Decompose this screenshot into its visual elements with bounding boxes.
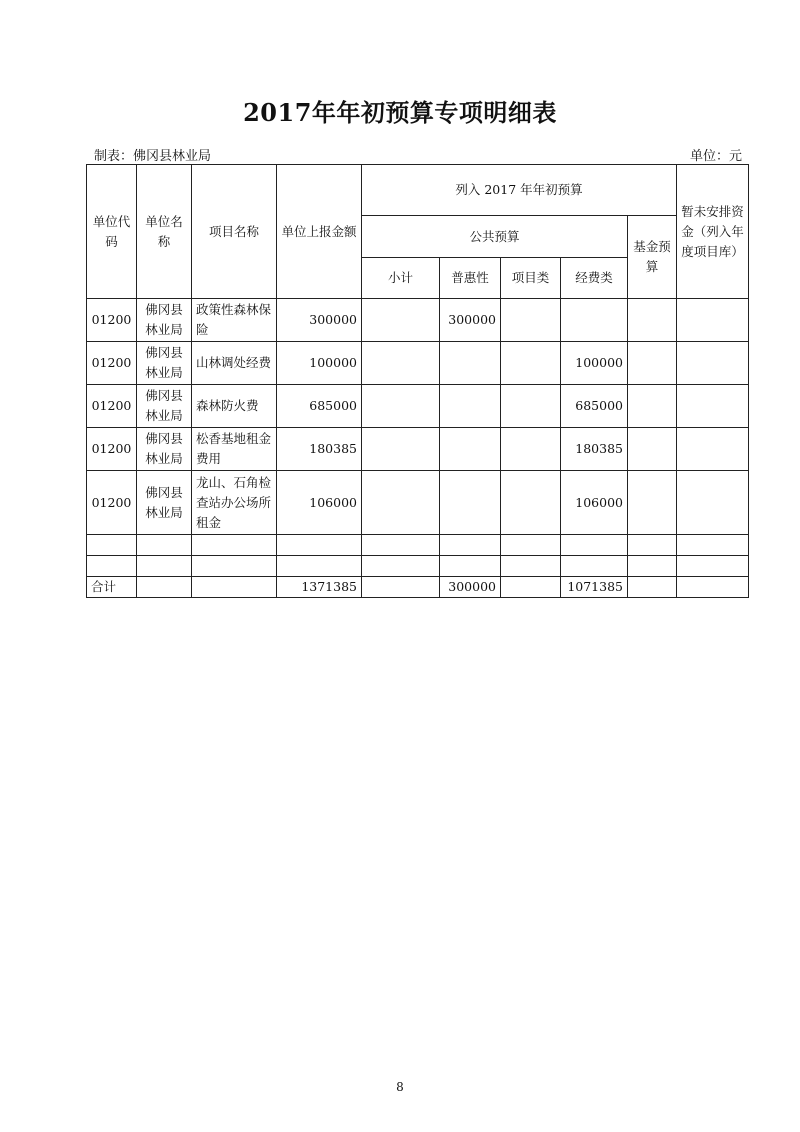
table-row — [87, 385, 749, 428]
cell-general: 300000 — [440, 299, 501, 342]
header-unit-name: 单位名称 — [137, 165, 192, 299]
cell-reported: 100000 — [277, 342, 362, 385]
cell-expense: 100000 — [561, 342, 628, 385]
cell-reported: 106000 — [277, 471, 362, 535]
header-general: 普惠性 — [440, 258, 501, 299]
cell-project-type — [501, 299, 561, 342]
cell-fund — [628, 428, 677, 471]
cell-general — [440, 385, 501, 428]
cell-expense: 180385 — [561, 428, 628, 471]
total-expense: 1071385 — [561, 577, 628, 598]
cell-general — [440, 428, 501, 471]
cell-subtotal — [362, 299, 440, 342]
cell-fund — [628, 299, 677, 342]
total-reported: 1371385 — [277, 577, 362, 598]
cell-code: 01200 — [87, 342, 137, 385]
total-subtotal — [362, 577, 440, 598]
header-project-type: 项目类 — [501, 258, 561, 299]
cell-unallocated — [677, 342, 749, 385]
cell-subtotal — [362, 471, 440, 535]
cell-unit: 佛冈县林业局 — [137, 385, 192, 428]
header-public-budget: 公共预算 — [362, 216, 628, 258]
cell-project: 山林调处经费 — [192, 342, 277, 385]
budget-table — [86, 164, 749, 598]
cell-unit: 佛冈县林业局 — [137, 299, 192, 342]
cell-unit: 佛冈县林业局 — [137, 342, 192, 385]
total-label: 合计 — [87, 577, 137, 598]
cell-project-type — [501, 471, 561, 535]
cell-project: 政策性森林保险 — [192, 299, 277, 342]
cell-subtotal — [362, 385, 440, 428]
cell-project: 龙山、石角检查站办公场所租金 — [192, 471, 277, 535]
empty-row — [87, 535, 749, 556]
table-header — [87, 165, 749, 299]
cell-unit: 佛冈县林业局 — [137, 471, 192, 535]
cell-project-type — [501, 342, 561, 385]
cell-unallocated — [677, 299, 749, 342]
table-row — [87, 428, 749, 471]
cell-project-type — [501, 428, 561, 471]
cell-expense — [561, 299, 628, 342]
cell-expense: 685000 — [561, 385, 628, 428]
header-expense-type: 经费类 — [561, 258, 628, 299]
total-project-type — [501, 577, 561, 598]
table-row — [87, 471, 749, 535]
cell-code: 01200 — [87, 385, 137, 428]
cell-project-type — [501, 385, 561, 428]
header-included-budget: 列入 2017 年年初预算 — [362, 165, 677, 216]
cell-unallocated — [677, 471, 749, 535]
cell-fund — [628, 342, 677, 385]
table-row — [87, 299, 749, 342]
cell-code: 01200 — [87, 299, 137, 342]
cell-reported: 300000 — [277, 299, 362, 342]
cell-unit: 佛冈县林业局 — [137, 428, 192, 471]
cell-fund — [628, 385, 677, 428]
total-fund — [628, 577, 677, 598]
cell-unallocated — [677, 428, 749, 471]
cell-reported: 685000 — [277, 385, 362, 428]
cell-fund — [628, 471, 677, 535]
cell-code: 01200 — [87, 471, 137, 535]
header-fund-budget: 基金预算 — [628, 216, 677, 299]
prepared-by: 制表：佛冈县林业局 — [94, 149, 212, 164]
cell-reported: 180385 — [277, 428, 362, 471]
page-title: 2017年年初预算专项明细表 — [243, 98, 557, 127]
header-unallocated: 暂未安排资金（列入年度项目库） — [677, 165, 749, 299]
cell-general — [440, 471, 501, 535]
header-project-name: 项目名称 — [192, 165, 277, 299]
cell-subtotal — [362, 342, 440, 385]
header-reported-amount: 单位上报金额 — [277, 165, 362, 299]
cell-project: 松香基地租金费用 — [192, 428, 277, 471]
total-row — [87, 577, 749, 598]
cell-general — [440, 342, 501, 385]
total-unallocated — [677, 577, 749, 598]
header-subtotal: 小计 — [362, 258, 440, 299]
cell-subtotal — [362, 428, 440, 471]
cell-code: 01200 — [87, 428, 137, 471]
header-unit-code: 单位代码 — [87, 165, 137, 299]
table-row — [87, 342, 749, 385]
cell-project: 森林防火费 — [192, 385, 277, 428]
total-general: 300000 — [440, 577, 501, 598]
currency-unit: 单位：元 — [689, 149, 742, 164]
cell-expense: 106000 — [561, 471, 628, 535]
page-number: 8 — [396, 1080, 404, 1094]
cell-unallocated — [677, 385, 749, 428]
empty-row — [87, 556, 749, 577]
